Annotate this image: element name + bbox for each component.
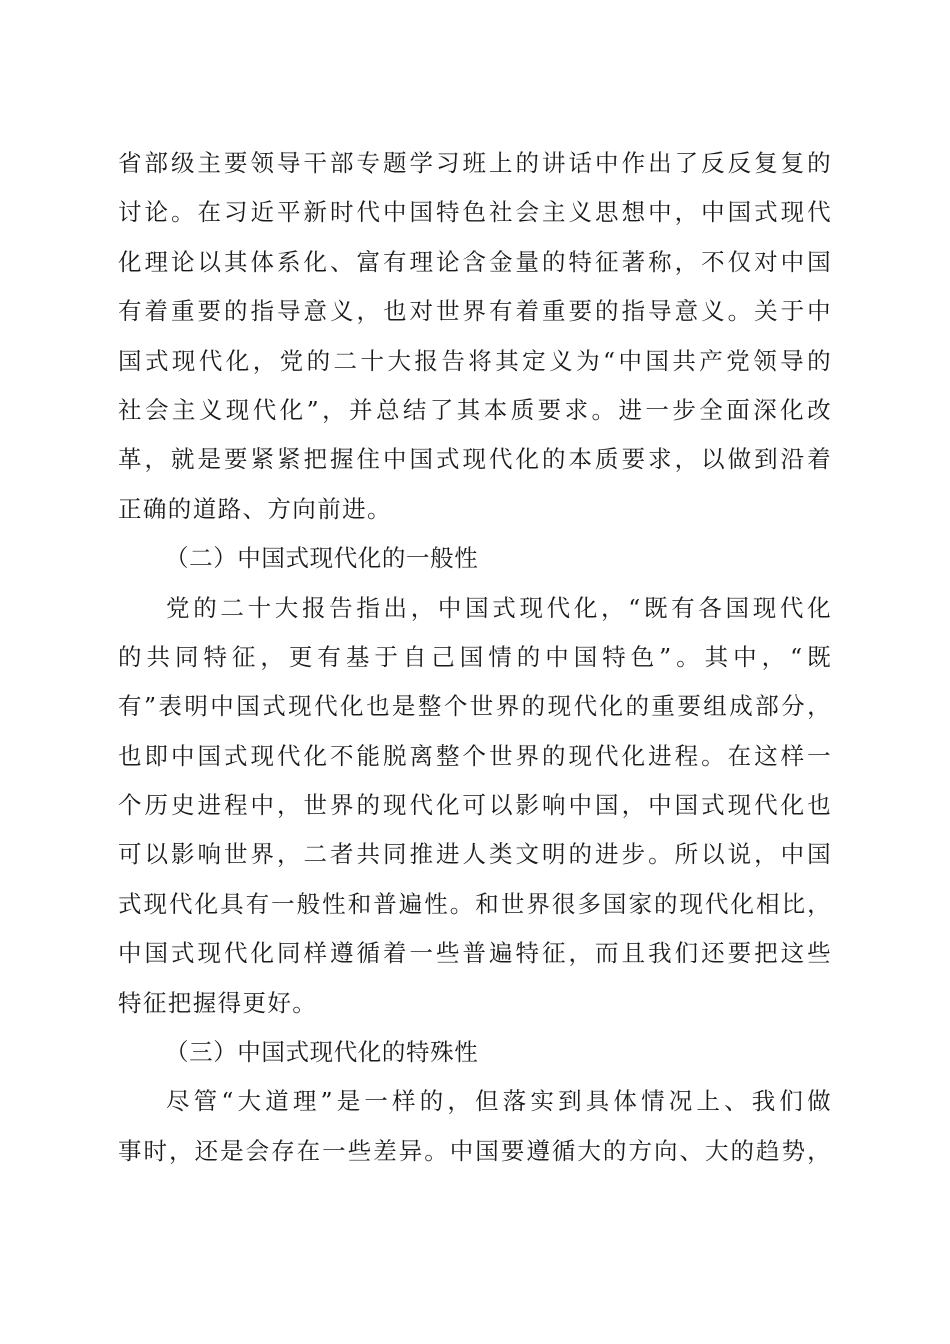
text-line: 讨论。在习近平新时代中国特色社会主义思想中，中国式现代 — [118, 198, 832, 227]
text-line: 个历史进程中，世界的现代化可以影响中国，中国式现代化也 — [118, 791, 832, 820]
section-heading: （二）中国式现代化的一般性 — [165, 544, 479, 573]
text-line: 尽管“大道理”是一样的，但落实到具体情况上、我们做 — [166, 1087, 832, 1116]
section-heading: （三）中国式现代化的特殊性 — [165, 1038, 479, 1067]
text-line: 国式现代化，党的二十大报告将其定义为“中国共产党领导的 — [118, 346, 832, 375]
text-line: 可以影响世界，二者共同推进人类文明的进步。所以说，中国 — [118, 840, 832, 869]
text-line: 正确的道路、方向前进。 — [118, 494, 392, 523]
text-line: 有”表明中国式现代化也是整个世界的现代化的重要组成部分， — [118, 692, 832, 721]
text-line: 的共同特征，更有基于自己国情的中国特色”。其中，“既 — [118, 642, 832, 671]
text-line: 革，就是要紧紧把握住中国式现代化的本质要求，以做到沿着 — [118, 445, 832, 474]
text-line: 也即中国式现代化不能脱离整个世界的现代化进程。在这样一 — [118, 741, 832, 770]
text-line: 事时，还是会存在一些差异。中国要遵循大的方向、大的趋势， — [118, 1136, 832, 1165]
text-line: 党的二十大报告指出，中国式现代化，“既有各国现代化 — [166, 593, 832, 622]
text-line: 式现代化具有一般性和普遍性。和世界很多国家的现代化相比， — [118, 889, 832, 918]
text-line: 社会主义现代化”，并总结了其本质要求。进一步全面深化改 — [118, 395, 832, 424]
text-line: 化理论以其体系化、富有理论含金量的特征著称，不仅对中国 — [118, 247, 832, 276]
body-text — [118, 145, 832, 1182]
text-line: 特征把握得更好。 — [118, 988, 318, 1017]
text-line: 有着重要的指导意义，也对世界有着重要的指导意义。关于中 — [118, 297, 832, 326]
text-line: 中国式现代化同样遵循着一些普遍特征，而且我们还要把这些 — [118, 939, 832, 968]
text-line: 省部级主要领导干部专题学习班上的讲话中作出了反反复复的 — [118, 149, 832, 177]
